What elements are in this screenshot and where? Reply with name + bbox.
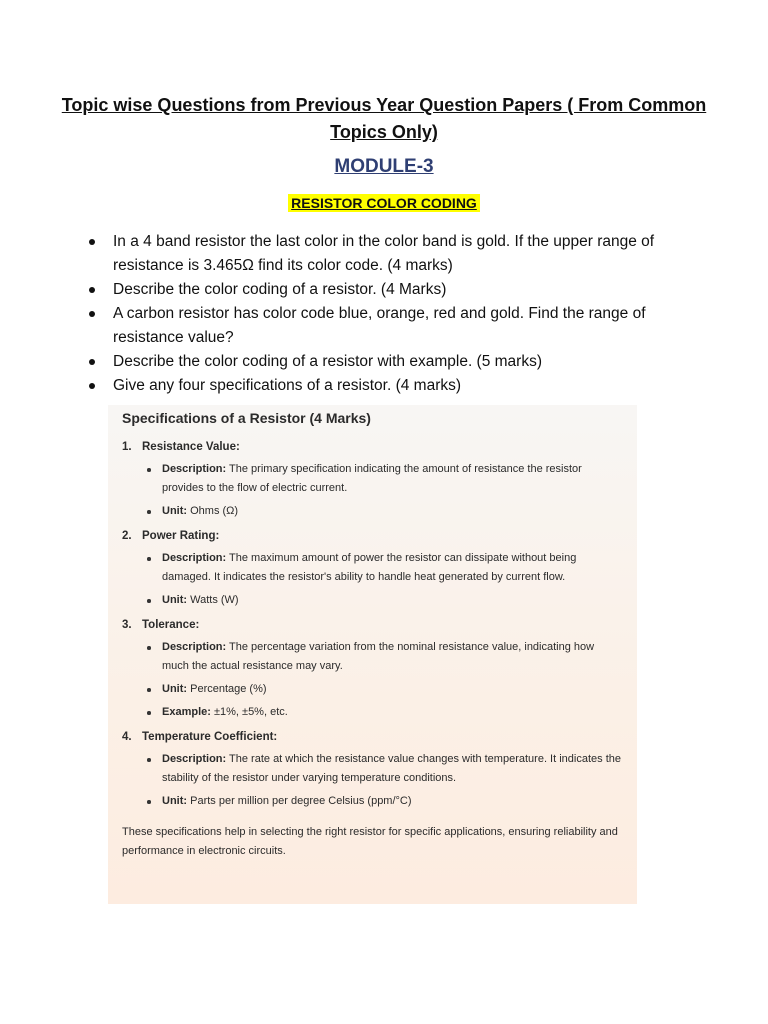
question-item: Give any four specifications of a resistor. (4 marks) <box>86 374 686 398</box>
specifications-image <box>108 405 637 904</box>
spec-point: Example: ±1%, ±5%, etc. <box>142 703 623 722</box>
page-title: Topic wise Questions from Previous Year Question Papers ( From Common Topics Only) <box>61 95 707 142</box>
spec-point: Description: The percentage variation from the nominal resistance value, indicating how much the actual resistance may vary. <box>142 638 623 676</box>
spec-item <box>122 438 623 521</box>
module-heading: MODULE-3 <box>334 156 434 177</box>
topic-heading-wrap <box>0 194 768 213</box>
spec-points <box>142 638 623 722</box>
spec-footer: These specifications help in selecting the right resistor for specific applications, ensuring reliability and performance in electronic circuits. <box>122 826 618 857</box>
question-item: Describe the color coding of a resistor with example. (5 marks) <box>86 350 686 374</box>
spec-point: Description: The maximum amount of power the resistor can dissipate without being damaged. It indicates the resistor's ability to handle heat generated by current flow. <box>142 549 623 587</box>
spec-point: Unit: Percentage (%) <box>142 680 623 699</box>
spec-item <box>122 616 623 722</box>
question-item: Describe the color coding of a resistor. (4 Marks) <box>86 278 686 302</box>
spec-item-heading: 3. Tolerance: <box>122 619 200 631</box>
spec-points <box>142 460 623 521</box>
question-list <box>86 230 686 398</box>
spec-item-heading: 2. Power Rating: <box>122 530 220 542</box>
spec-points <box>142 549 623 610</box>
spec-item-heading: 4. Temperature Coefficient: <box>122 731 278 743</box>
spec-title: Specifications of a Resistor (4 Marks) <box>122 410 371 426</box>
spec-point: Description: The rate at which the resistance value changes with temperature. It indicates the stability of the resistor under varying temperature conditions. <box>142 750 623 788</box>
spec-item-heading: 1. Resistance Value: <box>122 441 240 453</box>
spec-point: Unit: Parts per million per degree Celsius (ppm/°C) <box>142 792 623 811</box>
question-item: In a 4 band resistor the last color in the color band is gold. If the upper range of resistance is 3.465Ω find its color code. (4 marks) <box>86 230 686 278</box>
topic-heading: RESISTOR COLOR CODING <box>288 194 480 212</box>
spec-point: Unit: Ohms (Ω) <box>142 502 623 521</box>
question-item: A carbon resistor has color code blue, orange, red and gold. Find the range of resistance value? <box>86 302 686 350</box>
spec-points <box>142 750 623 811</box>
spec-point: Description: The primary specification indicating the amount of resistance the resistor provides to the flow of electric current. <box>142 460 623 498</box>
spec-point: Unit: Watts (W) <box>142 591 623 610</box>
spec-item <box>122 527 623 610</box>
spec-item <box>122 728 623 811</box>
